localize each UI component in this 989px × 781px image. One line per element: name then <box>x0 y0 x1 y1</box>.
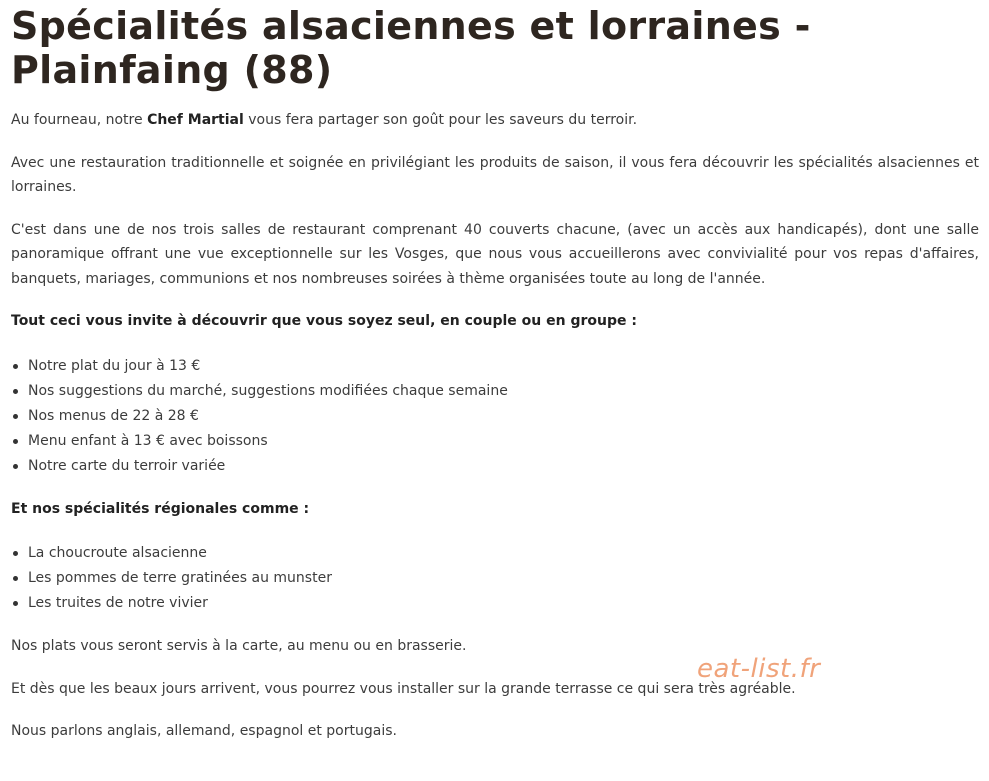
salles-paragraph: C'est dans une de nos trois salles de restaurant comprenant 40 couverts chacune, (avec un accès aux handicapés), dont une salle panoramique offrant une vue exceptionnelle sur les Vosges, que nous vous accueillerons avec convivialité pour vos repas d'affaires, banquets, mariages, communions et nos nombreuses soirées à thème organisées toute au long de l'année. <box>11 221 979 287</box>
chef-name: Chef Martial <box>147 112 244 128</box>
list-item: La choucroute alsacienne <box>11 541 979 566</box>
offers-list <box>11 354 979 479</box>
article <box>11 0 979 744</box>
langues-paragraph: Nous parlons anglais, allemand, espagnol et portugais. <box>11 723 397 739</box>
list-item: Nos suggestions du marché, suggestions modifiées chaque semaine <box>11 379 979 404</box>
specialites-heading: Et nos spécialités régionales comme : <box>11 500 310 517</box>
intro-paragraph <box>11 108 979 133</box>
page-title: Spécialités alsaciennes et lorraines - Plainfaing (88) <box>11 4 811 92</box>
list-item: Nos menus de 22 à 28 € <box>11 404 979 429</box>
list-item: Menu enfant à 13 € avec boissons <box>11 429 979 454</box>
list-item: Notre carte du terroir variée <box>11 454 979 479</box>
watermark: eat-list.fr <box>697 654 821 684</box>
list-item: Les truites de notre vivier <box>11 591 979 616</box>
terrasse-paragraph: Et dès que les beaux jours arrivent, vous pourrez vous installer sur la grande terrasse ce qui sera très agréable. <box>11 680 796 697</box>
service-paragraph: Nos plats vous seront servis à la carte, au menu ou en brasserie. <box>11 638 467 654</box>
specialites-list <box>11 541 979 616</box>
restauration-paragraph: Avec une restauration traditionnelle et soignée en privilégiant les produits de saison, il vous fera découvrir les spécialités alsaciennes et lorraines. <box>11 154 979 195</box>
invite-heading: Tout ceci vous invite à découvrir que vous soyez seul, en couple ou en groupe : <box>11 313 637 329</box>
list-item: Les pommes de terre gratinées au munster <box>11 566 979 591</box>
list-item: Notre plat du jour à 13 € <box>11 354 979 379</box>
intro-text-before: Au fourneau, notre <box>11 112 148 128</box>
intro-text-after: vous fera partager son goût pour les saveurs du terroir. <box>243 112 638 128</box>
